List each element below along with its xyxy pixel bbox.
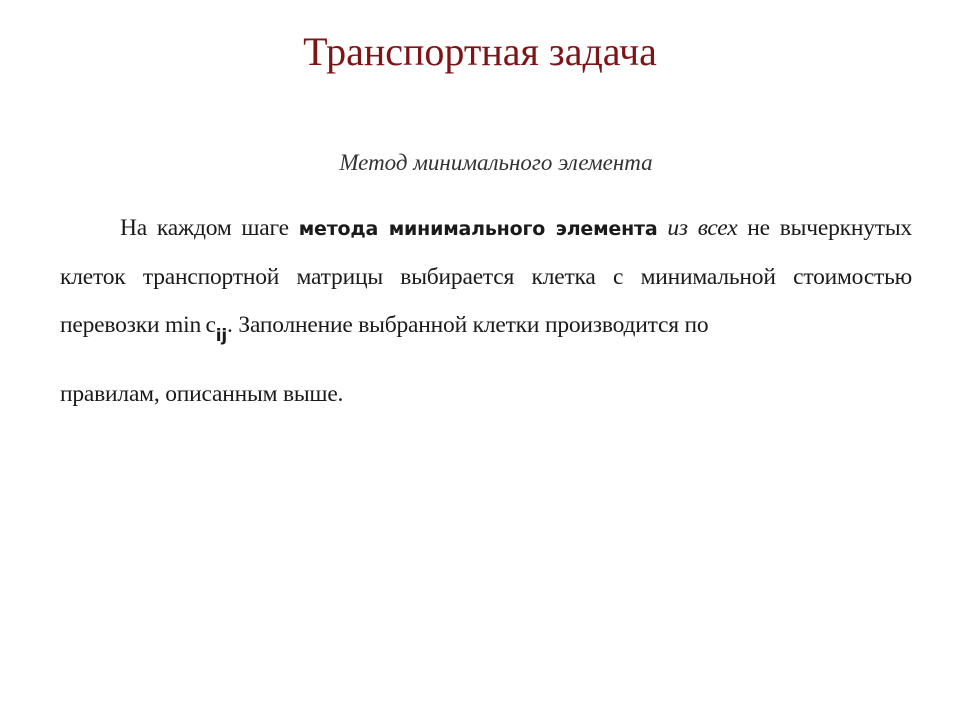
method-description-paragraph xyxy=(60,204,912,418)
paragraph-text-part3: . Заполнение выбранной клетки производится по xyxy=(227,312,709,338)
math-subscript: ij xyxy=(215,326,228,346)
paragraph-text-part2: не вычеркнутых клеток транспортной матрицы выбирается клетка с минимальной стоимостью перевозки xyxy=(60,215,912,338)
document-body xyxy=(60,150,912,418)
section-subtitle: Метод минимального элемента xyxy=(339,150,653,175)
paragraph-text-part4: правилам, описанным выше. xyxy=(60,381,344,407)
slide-title: Транспортная задача xyxy=(303,29,657,74)
paragraph-space xyxy=(657,215,667,241)
math-expression xyxy=(165,312,228,346)
math-variable: c xyxy=(205,312,216,338)
math-function: min xyxy=(165,312,201,338)
paragraph-italic-term: из всех xyxy=(667,215,738,241)
paragraph-bold-term: метода минимального элемента xyxy=(298,218,658,240)
paragraph-text-part1: На каждом шаге xyxy=(120,215,299,241)
